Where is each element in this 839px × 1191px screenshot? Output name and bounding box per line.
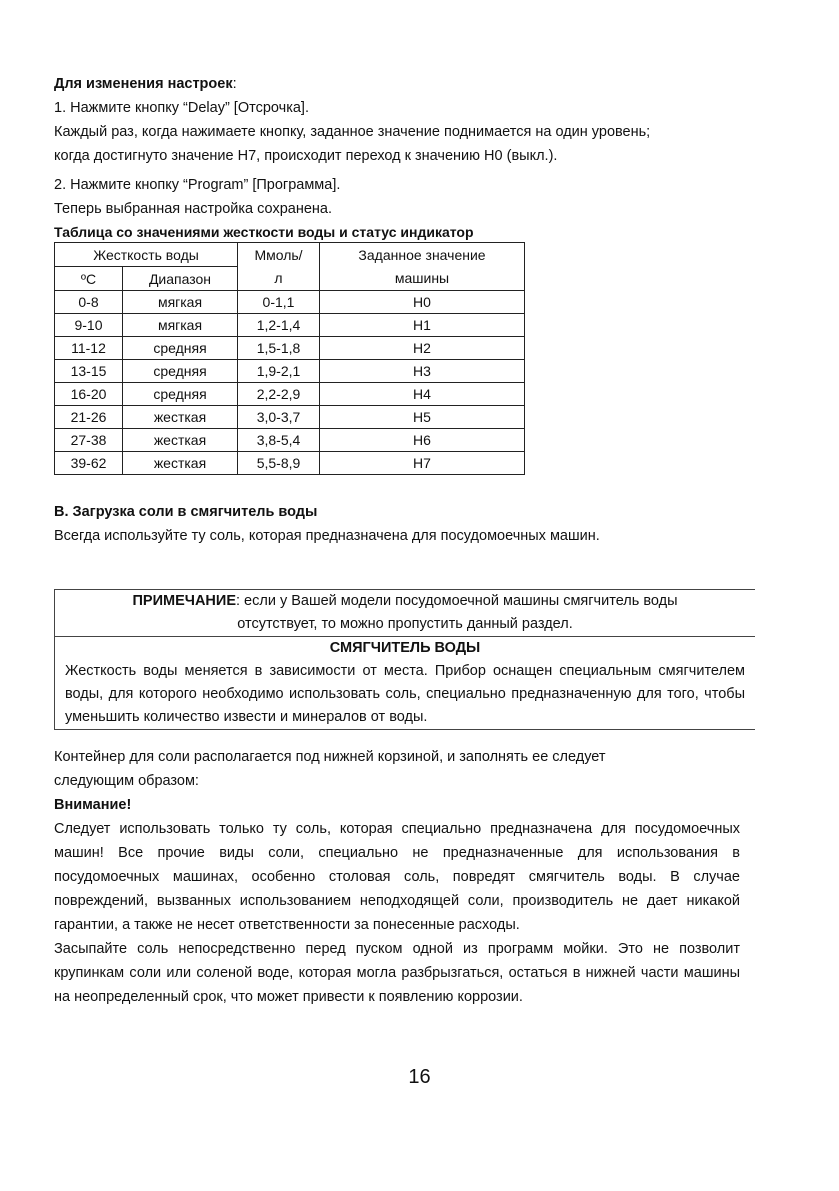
table-row	[55, 360, 525, 383]
table-row	[55, 429, 525, 452]
cell-range: средняя	[123, 337, 238, 360]
note-text-line2: отсутствует, то можно пропустить данный раздел.	[237, 616, 573, 632]
container-line2: следующим образом:	[54, 773, 199, 789]
cell-celsius: 9-10	[55, 314, 123, 337]
cell-range: мягкая	[123, 314, 238, 337]
table-row	[55, 337, 525, 360]
cell-setting: H2	[320, 337, 525, 360]
step2-desc: Теперь выбранная настройка сохранена.	[54, 201, 332, 217]
table-row	[55, 406, 525, 429]
cell-celsius: 27-38	[55, 429, 123, 452]
salt-heading: B. Загрузка соли в смягчитель воды	[54, 504, 318, 520]
note-box	[54, 589, 755, 730]
step1-desc-line1: Каждый раз, когда нажимаете кнопку, заданное значение поднимается на один уровень;	[54, 124, 651, 140]
hardness-table	[54, 242, 525, 475]
header-hardness: Жесткость воды	[55, 243, 238, 267]
attention-heading: Внимание!	[54, 797, 132, 813]
salt-section	[54, 500, 744, 548]
note-label: ПРИМЕЧАНИЕ	[132, 593, 236, 609]
cell-setting: H7	[320, 452, 525, 475]
salt-text: Всегда используйте ту соль, которая предназначена для посудомоечных машин.	[54, 528, 600, 544]
cell-celsius: 13-15	[55, 360, 123, 383]
table-row	[55, 452, 525, 475]
cell-setting: H5	[320, 406, 525, 429]
cell-celsius: 16-20	[55, 383, 123, 406]
table-row	[55, 291, 525, 314]
header-setting-bottom: машины	[320, 267, 525, 291]
settings-heading: Для изменения настроек:	[54, 76, 237, 92]
container-line1: Контейнер для соли располагается под нижней корзиной, и заполнять ее следует	[54, 749, 606, 765]
cell-mmol: 1,2-1,4	[238, 314, 320, 337]
container-paragraph-1: Следует использовать только ту соль, которая специально предназначена для посудомоечных машин! Все прочие виды соли, специально не предназначенные для использования в посудомоечных машинах, особенно столовая соль, повредят смягчитель воды. В случае повреждений, вызванных использованием неподходящей соли, производитель не дает никакой гарантии, а также не несет ответственности за понесенные расходы.	[54, 821, 740, 933]
cell-range: жесткая	[123, 406, 238, 429]
settings-section	[54, 72, 744, 221]
table-header-row-2	[55, 267, 525, 291]
cell-range: мягкая	[123, 291, 238, 314]
table-row	[55, 314, 525, 337]
cell-celsius: 21-26	[55, 406, 123, 429]
cell-celsius: 0-8	[55, 291, 123, 314]
table-header-row-1	[55, 243, 525, 267]
cell-celsius: 39-62	[55, 452, 123, 475]
cell-setting: H4	[320, 383, 525, 406]
softener-text: Жесткость воды меняется в зависимости от места. Прибор оснащен специальным смягчителем воды, для которого необходимо использовать соль, специально предназначенную для того, чтобы уменьшить количество извести и минералов от воды.	[65, 663, 745, 725]
step2: 2. Нажмите кнопку “Program” [Программа].	[54, 177, 341, 193]
cell-range: жесткая	[123, 429, 238, 452]
header-setting-top: Заданное значение	[320, 243, 525, 267]
table-title: Таблица со значениями жесткости воды и статус индикатор	[54, 224, 474, 240]
cell-mmol: 5,5-8,9	[238, 452, 320, 475]
header-range: Диапазон	[123, 267, 238, 291]
container-paragraph-2: Засыпайте соль непосредственно перед пуском одной из программ мойки. Это не позволит крупинкам соли или соленой воде, которая могла разбрызгаться, остаться в нижней части машины на неопределенный срок, что может привести к появлению коррозии.	[54, 941, 740, 1005]
header-mmol-bottom: л	[238, 267, 320, 291]
cell-setting: H1	[320, 314, 525, 337]
cell-setting: H6	[320, 429, 525, 452]
step1: 1. Нажмите кнопку “Delay” [Отсрочка].	[54, 100, 309, 116]
note-line1	[55, 590, 755, 613]
cell-setting: H0	[320, 291, 525, 314]
table-row	[55, 383, 525, 406]
cell-setting: H3	[320, 360, 525, 383]
step1-desc-line2: когда достигнуто значение H7, происходит переход к значению H0 (выкл.).	[54, 148, 558, 164]
cell-mmol: 0-1,1	[238, 291, 320, 314]
cell-range: жесткая	[123, 452, 238, 475]
softener-title: СМЯГЧИТЕЛЬ ВОДЫ	[329, 640, 481, 656]
cell-range: средняя	[123, 383, 238, 406]
header-mmol-top: Ммоль/	[238, 243, 320, 267]
cell-mmol: 2,2-2,9	[238, 383, 320, 406]
header-celsius: ºС	[55, 267, 123, 291]
cell-mmol: 3,8-5,4	[238, 429, 320, 452]
cell-mmol: 1,5-1,8	[238, 337, 320, 360]
cell-celsius: 11-12	[55, 337, 123, 360]
cell-mmol: 3,0-3,7	[238, 406, 320, 429]
container-section	[54, 745, 740, 1009]
cell-range: средняя	[123, 360, 238, 383]
note-text-line1: : если у Вашей модели посудомоечной машины смягчитель воды	[236, 593, 678, 609]
page-number: 16	[408, 1066, 431, 1088]
cell-mmol: 1,9-2,1	[238, 360, 320, 383]
